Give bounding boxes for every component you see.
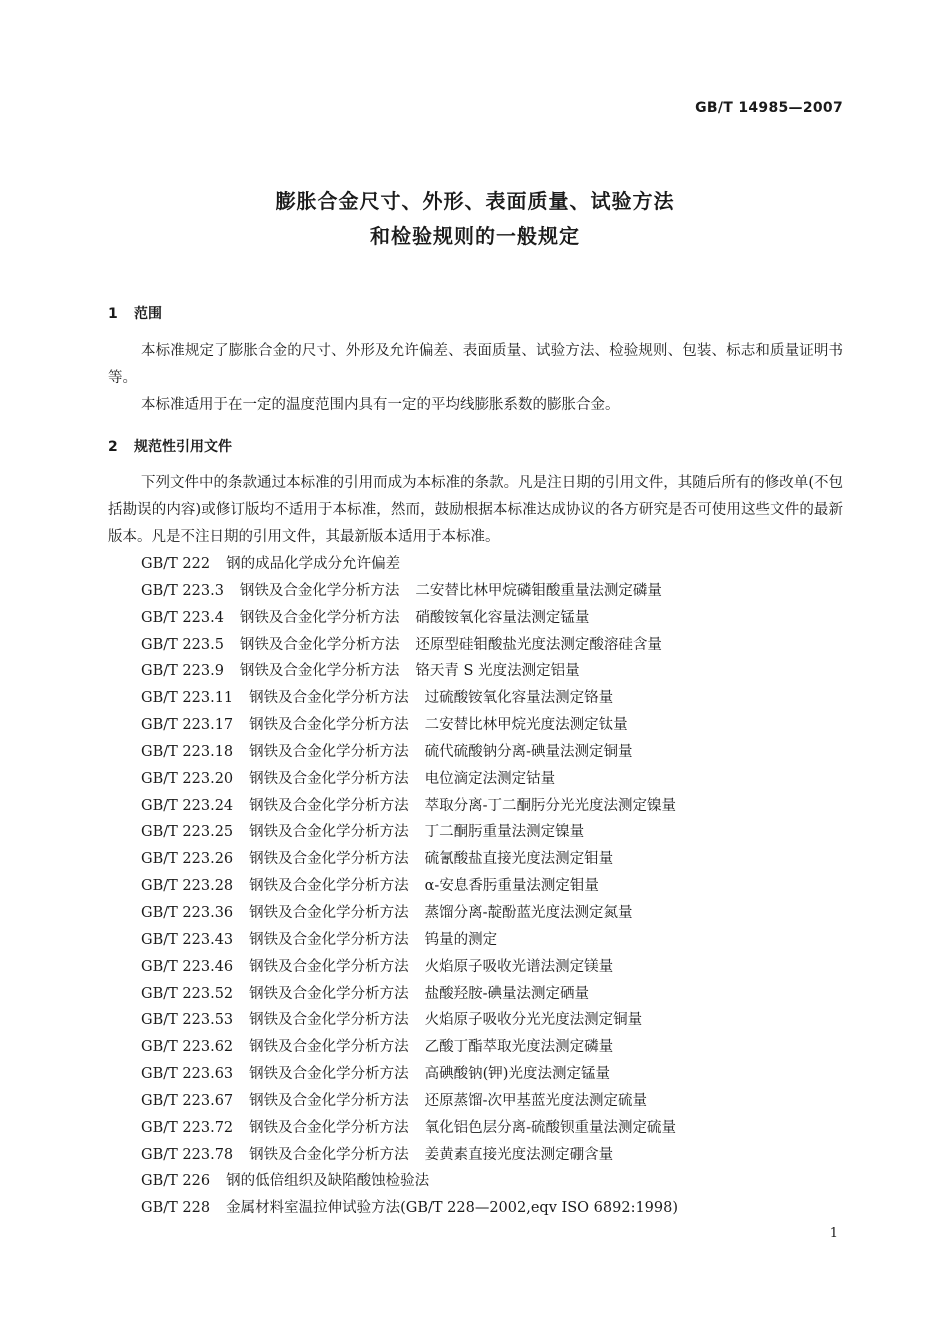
reference-title: 钢铁及合金化学分析方法 [239, 663, 400, 680]
section-number: 2 [108, 439, 118, 455]
reference-code: GB/T 223.36 [141, 904, 234, 921]
reference-code: GB/T 223.53 [141, 1012, 234, 1029]
reference-code: GB/T 226 [141, 1173, 211, 1190]
reference-code: GB/T 223.52 [141, 985, 234, 1002]
reference-item [141, 819, 841, 846]
reference-method: 高碘酸钠(钾)光度法测定锰量 [424, 1066, 610, 1083]
reference-title: 钢的成品化学成分允许偏差 [226, 556, 401, 572]
reference-title: 钢铁及合金化学分析方法 [249, 1066, 409, 1083]
reference-item [141, 1088, 841, 1115]
reference-code: GB/T 223.9 [141, 663, 224, 680]
reference-method: 二安替比林甲烷光度法测定钛量 [424, 717, 628, 734]
reference-code: GB/T 223.62 [141, 1039, 234, 1056]
reference-item [141, 605, 841, 632]
reference-item [141, 685, 841, 712]
reference-method: 乙酸丁酯萃取光度法测定磷量 [424, 1039, 614, 1056]
reference-item [141, 551, 841, 578]
reference-item [141, 1034, 841, 1061]
reference-method: 还原蒸馏-次甲基蓝光度法测定硫量 [424, 1092, 648, 1109]
reference-code: GB/T 223.25 [141, 824, 234, 841]
reference-code: GB/T 223.67 [141, 1092, 234, 1109]
reference-item [141, 712, 841, 739]
reference-title: 钢铁及合金化学分析方法 [249, 958, 409, 975]
reference-item [141, 1007, 841, 1034]
reference-item [141, 658, 841, 685]
section-number: 1 [108, 306, 118, 322]
reference-title: 钢铁及合金化学分析方法 [249, 1092, 409, 1109]
reference-code: GB/T 223.17 [141, 717, 234, 734]
reference-title: 钢铁及合金化学分析方法 [239, 609, 400, 626]
reference-code: GB/T 223.24 [141, 797, 234, 814]
reference-title: 钢铁及合金化学分析方法 [249, 770, 409, 787]
reference-title: 钢铁及合金化学分析方法 [249, 1012, 409, 1029]
reference-code: GB/T 223.63 [141, 1066, 234, 1083]
reference-title: 钢铁及合金化学分析方法 [249, 878, 409, 895]
reference-code: GB/T 223.28 [141, 878, 234, 895]
reference-code: GB/T 223.18 [141, 743, 234, 760]
reference-title: 钢铁及合金化学分析方法 [249, 904, 409, 921]
reference-method: 萃取分离-丁二酮肟分光光度法测定镍量 [424, 797, 677, 814]
reference-item [141, 766, 841, 793]
reference-title: 钢铁及合金化学分析方法 [249, 931, 409, 948]
reference-method: 过硫酸铵氧化容量法测定铬量 [424, 690, 614, 707]
reference-code: GB/T 223.46 [141, 958, 234, 975]
reference-method: 盐酸羟胺-碘量法测定硒量 [424, 985, 590, 1002]
reference-code: GB/T 223.11 [141, 690, 234, 707]
reference-method: 火焰原子吸收光谱法测定镁量 [424, 958, 614, 975]
paragraph: 下列文件中的条款通过本标准的引用而成为本标准的条款。凡是注日期的引用文件，其随后所有的修改单(不包括勘误的内容)或修订版均不适用于本标准，然而，鼓励根据本标准达成协议的各方研究是否可使用这些文件的最新版本。凡是不注日期的引用文件，其最新版本适用于本标准。 [108, 475, 843, 545]
reference-title: 钢铁及合金化学分析方法 [249, 851, 409, 868]
reference-method: 电位滴定法测定钴量 [424, 770, 556, 787]
reference-title: 钢铁及合金化学分析方法 [249, 985, 409, 1002]
reference-title: 钢的低倍组织及缺陷酸蚀检验法 [226, 1173, 430, 1190]
reference-method: 蒸馏分离-靛酚蓝光度法测定氮量 [424, 904, 633, 921]
document-title-line-1: 膨胀合金尺寸、外形、表面质量、试验方法 [275, 189, 675, 213]
reference-code: GB/T 223.3 [141, 582, 224, 599]
reference-item [141, 632, 841, 659]
reference-item [141, 1115, 841, 1142]
reference-code: GB/T 223.72 [141, 1119, 234, 1136]
reference-item [141, 1142, 841, 1169]
reference-method: α-安息香肟重量法测定钼量 [424, 878, 599, 895]
page-number: 1 [829, 1226, 838, 1241]
reference-method: 氧化铝色层分离-硫酸钡重量法测定硫量 [424, 1119, 677, 1136]
standard-number: GB/T 14985—2007 [695, 100, 843, 116]
reference-method: 硝酸铵氧化容量法测定锰量 [415, 609, 590, 626]
reference-item [141, 578, 841, 605]
reference-title: 钢铁及合金化学分析方法 [249, 1119, 409, 1136]
paragraph: 本标准规定了膨胀合金的尺寸、外形及允许偏差、表面质量、试验方法、检验规则、包装、标志和质量证明书等。 [108, 343, 843, 386]
section-1-heading [108, 303, 162, 323]
reference-item [141, 846, 841, 873]
reference-item [141, 1168, 841, 1195]
reference-method: 姜黄素直接光度法测定硼含量 [424, 1146, 614, 1163]
reference-title: 钢铁及合金化学分析方法 [249, 1039, 409, 1056]
reference-code: GB/T 223.4 [141, 609, 224, 626]
reference-item [141, 793, 841, 820]
section-2-heading [108, 436, 232, 456]
reference-title: 钢铁及合金化学分析方法 [239, 582, 400, 599]
reference-title: 钢铁及合金化学分析方法 [249, 717, 409, 734]
paragraph: 本标准适用于在一定的温度范围内具有一定的平均线膨胀系数的膨胀合金。 [141, 397, 620, 413]
reference-title: 钢铁及合金化学分析方法 [249, 690, 409, 707]
reference-title: 金属材料室温拉伸试验方法(GB/T 228—2002,eqv ISO 6892:1998) [226, 1200, 679, 1217]
section-1-body [108, 338, 843, 419]
reference-method: 钨量的测定 [424, 931, 498, 948]
reference-title: 钢铁及合金化学分析方法 [239, 636, 400, 653]
reference-code: GB/T 223.43 [141, 931, 234, 948]
reference-item [141, 1061, 841, 1088]
reference-title: 钢铁及合金化学分析方法 [249, 743, 409, 760]
reference-item [141, 954, 841, 981]
reference-method: 丁二酮肟重量法测定镍量 [424, 824, 585, 841]
section-title: 范围 [134, 306, 162, 322]
reference-item [141, 900, 841, 927]
reference-method: 火焰原子吸收分光光度法测定铜量 [424, 1012, 643, 1029]
document-title-line-2: 和检验规则的一般规定 [370, 224, 580, 248]
reference-list [141, 551, 841, 1222]
reference-title: 钢铁及合金化学分析方法 [249, 1146, 409, 1163]
reference-item [141, 873, 841, 900]
reference-item [141, 1195, 841, 1222]
reference-method: 硫代硫酸钠分离-碘量法测定铜量 [424, 743, 633, 760]
section-title: 规范性引用文件 [134, 439, 232, 455]
reference-item [141, 927, 841, 954]
section-2-body [108, 470, 843, 551]
reference-code: GB/T 223.78 [141, 1146, 234, 1163]
reference-code: GB/T 228 [141, 1200, 211, 1217]
reference-code: GB/T 223.26 [141, 851, 234, 868]
reference-code: GB/T 223.20 [141, 770, 234, 787]
reference-method: 二安替比林甲烷磷钼酸重量法测定磷量 [415, 582, 662, 599]
reference-code: GB/T 223.5 [141, 636, 224, 653]
reference-method: 铬天青 S 光度法测定铝量 [415, 663, 580, 680]
reference-code: GB/T 222 [141, 556, 211, 572]
reference-method: 硫氰酸盐直接光度法测定钼量 [424, 851, 614, 868]
reference-method: 还原型硅钼酸盐光度法测定酸溶硅含量 [415, 636, 662, 653]
reference-item [141, 739, 841, 766]
reference-title: 钢铁及合金化学分析方法 [249, 824, 409, 841]
reference-item [141, 981, 841, 1008]
reference-title: 钢铁及合金化学分析方法 [249, 797, 409, 814]
